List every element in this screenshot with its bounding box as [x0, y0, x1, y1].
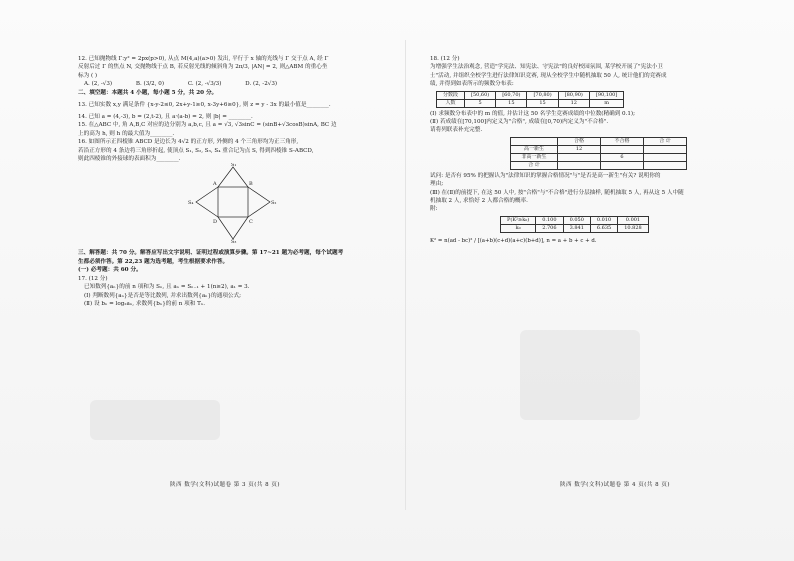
appendix-label: 附:: [430, 206, 438, 213]
pyramid-net-figure: [188, 163, 278, 243]
table-cell: [511, 137, 558, 145]
table-cell: 高一新生: [511, 145, 558, 153]
table-cell: [60,70): [496, 91, 527, 99]
table-cell: [80,90): [558, 91, 589, 99]
question-line: 若沿正方形的 4 条边将三角形折起, 使顶点 S₁, S₂, S₃, S₄ 重合记为点 S, 得到四棱锥 S-ABCD,: [78, 147, 314, 154]
table-cell: 6: [601, 153, 644, 161]
page-footer-left: 陕西 数学(文科)试题卷 第 3 页(共 8 页): [170, 482, 281, 488]
question-line: (Ⅱ) 若成绩在[70,100]内定义为"合格", 成绩在[0,70)内定义为"不合格".: [430, 119, 609, 126]
question-13: 13. 已知实数 x,y 满足条件 {x-y-2≤0, 2x+y-1≥0, x-3y+6≥0}, 则 z = y - 3x 的最小值是________.: [78, 102, 331, 109]
frequency-table: [436, 91, 624, 108]
section-heading-solve-cont: 生都必须作答。第 22,23 题为选考题，考生根据要求作答。: [78, 258, 229, 265]
question-line: 已知数列{aₙ}的前 n 项和为 Sₙ, 且 aₙ = Sₙ₋₁ + 1(n≥2), a₁ = 3.: [84, 284, 250, 291]
vertex-label: C: [249, 219, 253, 226]
question-line: 理由;: [430, 181, 444, 188]
table-cell: [558, 153, 601, 161]
contingency-table: [510, 137, 687, 170]
triangle-bottom: [218, 217, 248, 239]
triangle-left: [196, 187, 218, 217]
question-line: 则此四棱锥的外接球的表面积为________.: [78, 156, 181, 163]
question-line: 上的高为 h, 则 h 的最大值为________.: [78, 130, 175, 137]
table-cell: 15: [527, 99, 558, 107]
table-cell: 12: [558, 99, 589, 107]
question-17: [78, 275, 408, 309]
table-cell: 不合格: [601, 137, 644, 145]
base-square: [218, 187, 248, 217]
question-16: [78, 138, 408, 163]
table-row: [437, 99, 624, 107]
question-line: 12. 已知抛物线 Γ:y² = 2px(p>0), 从点 M(4,a)(a>0) 发出, 平行于 x 轴的光线与 Γ 交于点 A, 经 Γ: [78, 56, 329, 62]
section-heading-solve: 三、解答题：共 70 分。解答应写出文字说明、证明过程或演算步骤。第 17~21 题为必考题，每个试题考: [78, 250, 344, 257]
table-cell: [50,60): [465, 91, 496, 99]
table-cell: [644, 145, 687, 153]
triangle-top: [218, 167, 248, 187]
table-row: [501, 216, 649, 224]
table-cell: 5: [465, 99, 496, 107]
table-cell: 人数: [437, 99, 465, 107]
table-cell: [644, 161, 687, 169]
question-line: 绩, 并得到如表所示的频数分布表:: [430, 81, 514, 88]
question-12: [78, 55, 408, 89]
question-line: (Ⅰ) 判断数列{aₙ}是否是等比数列, 并求出数列{aₙ}的通项公式;: [84, 292, 242, 299]
table-cell: 非高一新生: [511, 153, 558, 161]
vertex-label: S₂: [271, 200, 277, 207]
table-row: [501, 224, 649, 232]
table-cell: P(K²≥k₀): [501, 216, 536, 224]
table-cell: 0.001: [618, 216, 649, 224]
required-questions-heading: (一) 必考题：共 60 分。: [78, 267, 142, 274]
vertex-label: D: [213, 219, 218, 226]
table-cell: [601, 161, 644, 169]
table-row: [511, 161, 687, 169]
left-page: [78, 55, 408, 495]
table-cell: 0.100: [536, 216, 563, 224]
table-cell: 12: [558, 145, 601, 153]
table-cell: [601, 145, 644, 153]
option-c: C. (2, -√3/3): [187, 81, 222, 88]
triangle-right: [248, 187, 270, 217]
vertex-label: A: [213, 181, 217, 188]
option-d: D. (2, -2√3): [245, 81, 278, 88]
question-14: 14. 已知 a = (4,-3), b = (2,t-2), 且 a·(a-b) = 2, 则 |b| = ________.: [78, 114, 253, 121]
vertex-label: S₃: [231, 239, 237, 244]
table-cell: k₀: [501, 224, 536, 232]
chi-square-formula: K² = n(ad - bc)² / [(a+b)(c+d)(a+c)(b+d)], n = a + b + c + d.: [430, 237, 597, 244]
table-cell: 合格: [558, 137, 601, 145]
question-line: (Ⅰ) 求频数分布表中的 m 的值, 并估计这 50 名学生竞赛成绩的中位数(精确到 0.1);: [430, 110, 635, 117]
table-cell: 0.050: [563, 216, 590, 224]
vertex-label: S₁: [231, 163, 237, 169]
table-cell: [70,80): [527, 91, 558, 99]
table-header-row: [511, 137, 687, 145]
section-heading-fill-in: 二、填空题：本题共 4 小题，每小题 5 分，共 20 分。: [78, 89, 218, 96]
table-cell: m: [589, 99, 623, 107]
answer-options: [78, 80, 408, 88]
table-cell: [644, 153, 687, 161]
table-cell: 10.828: [618, 224, 649, 232]
question-line: 15. 在△ABC 中, 角 A,B,C 对应的边分别为 a,b,c, 且 a = √3, √3sinC = (sinB+√3cosB)sinA, BC 边: [78, 122, 337, 129]
table-cell: 15: [496, 99, 527, 107]
question-line: 反射后过 Γ 的焦点 N, 交抛物线于点 B, 若反射光线的倾斜角为 2π/3, |AN| = 2, 则△ABM 的重心坐: [78, 64, 328, 71]
table-row: [511, 145, 687, 153]
question-line: 士"活动, 并组织全校学生进行法律知识竞赛, 现从全校学生中随机抽取 50 人, 统计他们的竞赛成: [430, 72, 667, 79]
question-line: 机抽取 2 人, 求恰好 2 人都合格的概率.: [430, 198, 528, 205]
question-line: 17. (12 分): [78, 275, 108, 282]
question-line: 试问: 是否有 95% 的把握认为"法律知识的掌握合格情况"与"是否是高一新生"有关? 说明你的: [430, 172, 661, 179]
option-b: B. (3/2, 0): [135, 81, 165, 88]
vertex-label: S₄: [188, 200, 194, 207]
table-cell: 合 计: [511, 161, 558, 169]
table-header-row: [437, 91, 624, 99]
table-cell: 合 计: [644, 137, 687, 145]
question-line: (Ⅲ) 在(Ⅱ)的前提下, 在这 50 人中, 按"合格"与"不合格"进行分层抽样, 随机抽取 5 人, 再从这 5 人中随: [430, 189, 684, 196]
page-footer-right: 陕西 数学(文科)试题卷 第 4 页(共 8 页): [560, 482, 671, 488]
vertex-label: B: [249, 181, 253, 188]
table-cell: 3.841: [563, 224, 590, 232]
table-cell: 0.010: [590, 216, 617, 224]
table-cell: 分数段: [437, 91, 465, 99]
question-line: 标为 ( ): [78, 72, 98, 79]
table-cell: [90,100]: [589, 91, 623, 99]
question-line: 请将列联表补充完整.: [430, 127, 483, 134]
right-page: [430, 55, 760, 495]
table-cell: [558, 161, 601, 169]
table-cell: 2.706: [536, 224, 563, 232]
table-cell: 6.635: [590, 224, 617, 232]
question-15: [78, 121, 408, 138]
question-line: 为增强学生法治观念, 营造"学宪法、知宪法、守宪法"的良好校园氛围, 某学校开展了"宪法小卫: [430, 64, 663, 71]
table-row: [511, 153, 687, 161]
critical-value-table: [500, 216, 649, 233]
question-line: 16. 如图所示正四棱锥 ABCD 是边长为 4√2 的正方形, 外侧的 4 个三角形均为正三角形,: [78, 139, 299, 146]
question-18-heading: 18. (12 分): [430, 56, 460, 62]
option-a: A. (2, -√3): [84, 81, 113, 88]
question-line: (Ⅱ) 设 bₙ = log₂aₙ, 求数列{bₙ}的前 n 项和 Tₙ.: [84, 300, 205, 307]
